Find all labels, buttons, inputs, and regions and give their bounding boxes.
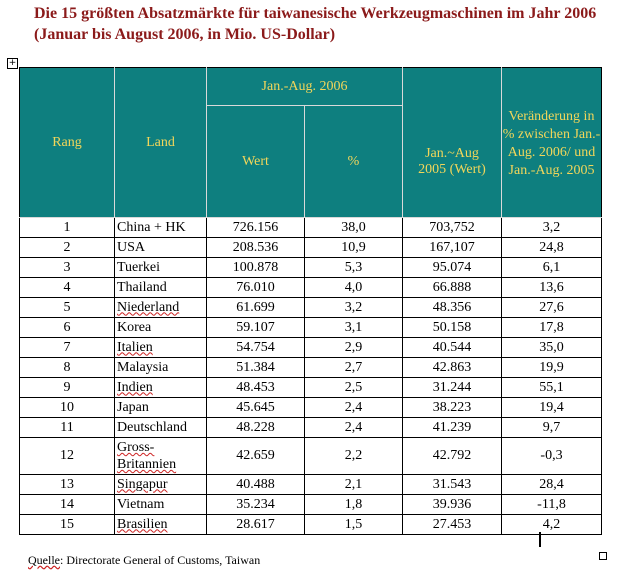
cell-wert-2005: 41.239: [403, 418, 502, 438]
table-row: [20, 238, 602, 258]
header-land: Land: [115, 68, 207, 218]
table-row: [20, 338, 602, 358]
header-wert: Wert: [207, 106, 305, 218]
cell-wert: 726.156: [207, 218, 305, 238]
source-note: [28, 553, 260, 568]
cell-wert-2005: 31.543: [403, 475, 502, 495]
cell-rang: 9: [20, 378, 115, 398]
cell-rang: 13: [20, 475, 115, 495]
cell-wert-2005: 167,107: [403, 238, 502, 258]
cell-rang: 3: [20, 258, 115, 278]
table-row: [20, 515, 602, 535]
cell-percent: 3,1: [305, 318, 403, 338]
cell-wert-2005: 95.074: [403, 258, 502, 278]
cell-wert: 42.659: [207, 438, 305, 475]
cell-wert: 48.228: [207, 418, 305, 438]
table-row: [20, 378, 602, 398]
cell-rang: 6: [20, 318, 115, 338]
cell-wert: 35.234: [207, 495, 305, 515]
cell-percent: 2,4: [305, 418, 403, 438]
cell-percent: 38,0: [305, 218, 403, 238]
cell-rang: 14: [20, 495, 115, 515]
cell-wert: 40.488: [207, 475, 305, 495]
cell-wert: 48.453: [207, 378, 305, 398]
cell-rang: 2: [20, 238, 115, 258]
cell-wert: 208.536: [207, 238, 305, 258]
cell-wert-2005: 66.888: [403, 278, 502, 298]
cell-percent: 2,7: [305, 358, 403, 378]
cell-wert: 28.617: [207, 515, 305, 535]
cell-rang: 1: [20, 218, 115, 238]
table-row: [20, 495, 602, 515]
cell-rang: 7: [20, 338, 115, 358]
cell-wert: 51.384: [207, 358, 305, 378]
cell-percent: 2,4: [305, 398, 403, 418]
header-percent: %: [305, 106, 403, 218]
table-row: [20, 278, 602, 298]
cell-rang: 4: [20, 278, 115, 298]
cell-percent: 2,1: [305, 475, 403, 495]
text-cursor: [539, 532, 541, 547]
market-table: [19, 67, 602, 535]
header-change: Veränderung in % zwischen Jan.-Aug. 2006/ und Jan.-Aug. 2005: [502, 68, 602, 218]
table-row: [20, 438, 602, 475]
cell-wert-2005: 48.356: [403, 298, 502, 318]
cell-wert-2005: 42.792: [403, 438, 502, 475]
cell-wert-2005: 38.223: [403, 398, 502, 418]
cell-percent: 2,5: [305, 378, 403, 398]
cell-change: 6,1: [502, 258, 602, 278]
cell-land: Indien: [115, 378, 207, 398]
cell-wert-2005: 39.936: [403, 495, 502, 515]
table-row: [20, 218, 602, 238]
cell-change: -11,8: [502, 495, 602, 515]
cell-change: 13,6: [502, 278, 602, 298]
resize-icon[interactable]: [599, 552, 607, 560]
cell-wert: 45.645: [207, 398, 305, 418]
table-row: [20, 418, 602, 438]
cell-percent: 2,9: [305, 338, 403, 358]
move-icon[interactable]: +: [8, 58, 17, 68]
cell-land: China + HK: [115, 218, 207, 238]
cell-change: 4,2: [502, 515, 602, 535]
cell-change: 24,8: [502, 238, 602, 258]
cell-wert-2005: 42.863: [403, 358, 502, 378]
cell-rang: 12: [20, 438, 115, 475]
cell-percent: 1,8: [305, 495, 403, 515]
cell-rang: 15: [20, 515, 115, 535]
table-row: [20, 258, 602, 278]
cell-change: 3,2: [502, 218, 602, 238]
cell-percent: 1,5: [305, 515, 403, 535]
cell-land: Vietnam: [115, 495, 207, 515]
cell-rang: 10: [20, 398, 115, 418]
cell-land: Italien: [115, 338, 207, 358]
header-rang: Rang: [20, 68, 115, 218]
source-label: Quelle: [28, 553, 60, 567]
cell-wert: 54.754: [207, 338, 305, 358]
cell-percent: 5,3: [305, 258, 403, 278]
cell-percent: 4,0: [305, 278, 403, 298]
table-row: [20, 358, 602, 378]
cell-land: Deutschland: [115, 418, 207, 438]
cell-land: Brasilien: [115, 515, 207, 535]
cell-wert: 100.878: [207, 258, 305, 278]
cell-change: -0,3: [502, 438, 602, 475]
cell-change: 19,4: [502, 398, 602, 418]
cell-land: Tuerkei: [115, 258, 207, 278]
cell-rang: 8: [20, 358, 115, 378]
cell-land: Malaysia: [115, 358, 207, 378]
cell-change: 55,1: [502, 378, 602, 398]
table-row: [20, 398, 602, 418]
source-text: : Directorate General of Customs, Taiwan: [60, 553, 261, 567]
cell-land: Thailand: [115, 278, 207, 298]
header-period-2006: Jan.-Aug. 2006: [207, 68, 403, 106]
table-row: [20, 318, 602, 338]
cell-change: 35,0: [502, 338, 602, 358]
cell-change: 27,6: [502, 298, 602, 318]
cell-change: 9,7: [502, 418, 602, 438]
cell-wert: 76.010: [207, 278, 305, 298]
cell-wert-2005: 27.453: [403, 515, 502, 535]
cell-change: 17,8: [502, 318, 602, 338]
table-row: [20, 475, 602, 495]
cell-land: Gross-Britannien: [115, 438, 207, 475]
cell-change: 28,4: [502, 475, 602, 495]
cell-land: Niederland: [115, 298, 207, 318]
cell-percent: 3,2: [305, 298, 403, 318]
cell-land: USA: [115, 238, 207, 258]
header-period-2005: Jan.~Aug 2005 (Wert): [403, 68, 502, 218]
cell-land: Korea: [115, 318, 207, 338]
document-title: Die 15 größten Absatzmärkte für taiwanesische Werkzeugmaschinen im Jahr 2006 (Januar bis August 2006, in Mio. US-Dollar): [34, 5, 597, 43]
table-row: [20, 298, 602, 318]
cell-percent: 2,2: [305, 438, 403, 475]
cell-rang: 11: [20, 418, 115, 438]
cell-wert-2005: 703,752: [403, 218, 502, 238]
cell-land: Japan: [115, 398, 207, 418]
cell-percent: 10,9: [305, 238, 403, 258]
cell-change: 19,9: [502, 358, 602, 378]
cell-wert-2005: 50.158: [403, 318, 502, 338]
cell-rang: 5: [20, 298, 115, 318]
cell-land: Singapur: [115, 475, 207, 495]
cell-wert-2005: 31.244: [403, 378, 502, 398]
cell-wert: 61.699: [207, 298, 305, 318]
cell-wert: 59.107: [207, 318, 305, 338]
cell-wert-2005: 40.544: [403, 338, 502, 358]
